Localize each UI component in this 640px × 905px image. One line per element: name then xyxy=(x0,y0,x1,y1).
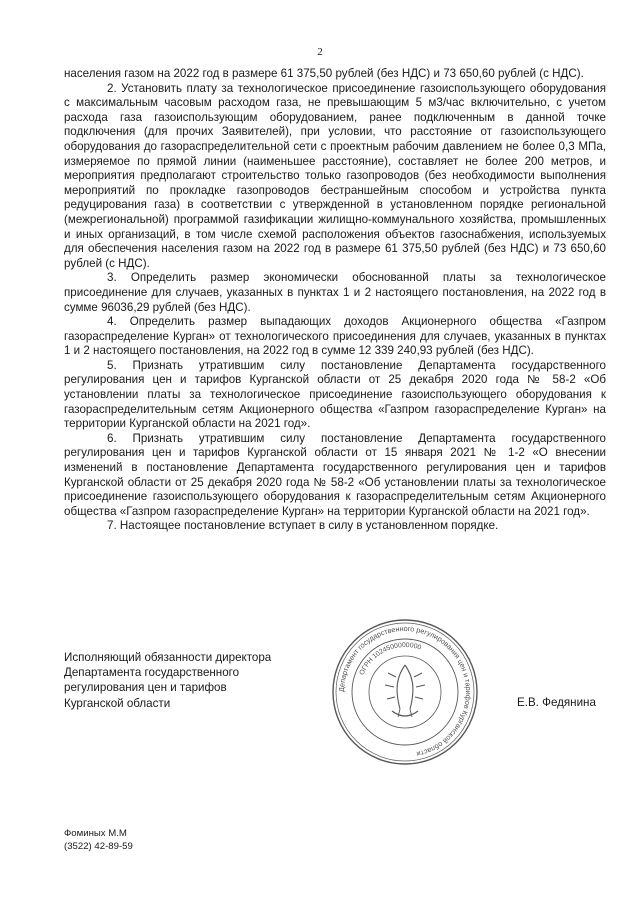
seal-ink xyxy=(333,620,477,764)
seal-inner-text: ОГРН 1024500000000 xyxy=(358,641,423,677)
seal-outer-text: Департамент государственного регулирования цен и тарифов Курганской области xyxy=(336,623,474,759)
paragraph-item-6: 6. Признать утратившим силу постановление Департамента государственного регулирования цен и тарифов Курганской области от 15 января 2021 № 1-2 «О внесении изменений в постановление Департамента государственного регулирования цен и тарифов Курганской области от 25 декабря 2020 года № 58-2 «Об установлении платы за технологическое присоединение газоиспользующего оборудования к газораспределительным сетям Акционерного общества «Газпром газораспределение Курган» на территории Курганской области на 2021 год». xyxy=(64,431,606,518)
signatory-position xyxy=(64,650,324,711)
paragraph-item-4: 4. Определить размер выпадающих доходов Акционерного общества «Газпром газораспределение Курган» от технологического присоединения для случаев, указанных в пунктах 1 и 2 настоящего постановления, на 2022 год в сумме 12 339 240,93 рублей (без НДС). xyxy=(64,315,606,358)
signatory-position-line: регулирования цен и тарифов xyxy=(64,681,227,695)
paragraph-item-5: 5. Признать утратившим силу постановление Департамента государственного регулирования цен и тарифов Курганской области от 25 декабря 2020 года № 58-2 «Об установлении платы за технологическое присоединение газоиспользующего оборудования к газораспределительным сетям Акционерного общества «Газпром газораспределение Курган» на территории Курганской области на 2021 год». xyxy=(64,358,606,431)
executor-contact xyxy=(64,828,133,853)
executor-phone: (3522) 42-89-59 xyxy=(64,840,133,852)
signatory-name: Е.В. Федянина xyxy=(517,696,596,709)
decree-body xyxy=(64,67,606,534)
signatory-position-line: Департамента государственного xyxy=(64,666,240,680)
paragraph-item-3: 3. Определить размер экономически обоснованной платы за технологическое присоединение для случаев, указанных в пунктах 1 и 2 настоящего постановления, на 2022 год в сумме 96036,29 рублей (без НДС). xyxy=(64,271,606,314)
signatory-position-line: Исполняющий обязанности директора xyxy=(64,651,272,664)
paragraph-item-2: 2. Установить плату за технологическое присоединение газоиспользующего оборудования с максимальным часовым расходом газа, не превышающим 5 м3/час включительно, с учетом расхода газа газоиспользующим оборудованием, ранее подключенным в данной точке подключения (для прочих Заявителей), при условии, что расстояние от газоиспользующего оборудования до газораспределительной сети с проектным рабочим давлением не более 0,3 МПа, измеряемое по прямой линии (наименьшее расстояние), составляет не более 200 метров, и мероприятия предполагают строительство только газопроводов (без необходимости выполнения мероприятий по прокладке газопроводов бестраншейным способом и устройства пункта редуцирования газа) в соответствии с утвержденной в установленном порядке региональной (межрегиональной) программой газификации жилищно-коммунального хозяйства, промышленных и иных организаций, в том числе схемой расположения объектов газоснабжения, используемых для обеспечения населения газом на 2022 год в размере 61 375,50 рублей (без НДС) и 73 650,60 рублей (с НДС). xyxy=(64,81,606,270)
official-seal-icon xyxy=(330,617,480,767)
paragraph-item-7: 7. Настоящее постановление вступает в силу в установленном порядке. xyxy=(107,519,499,533)
page-number: 2 xyxy=(317,46,323,58)
executor-name: Фоминых М.М xyxy=(64,828,127,839)
paragraph-continuation: населения газом на 2022 год в размере 61 375,50 рублей (без НДС) и 73 650,60 рублей (с НДС). xyxy=(64,67,584,80)
signatory-position-line: Курганской области xyxy=(64,696,171,710)
